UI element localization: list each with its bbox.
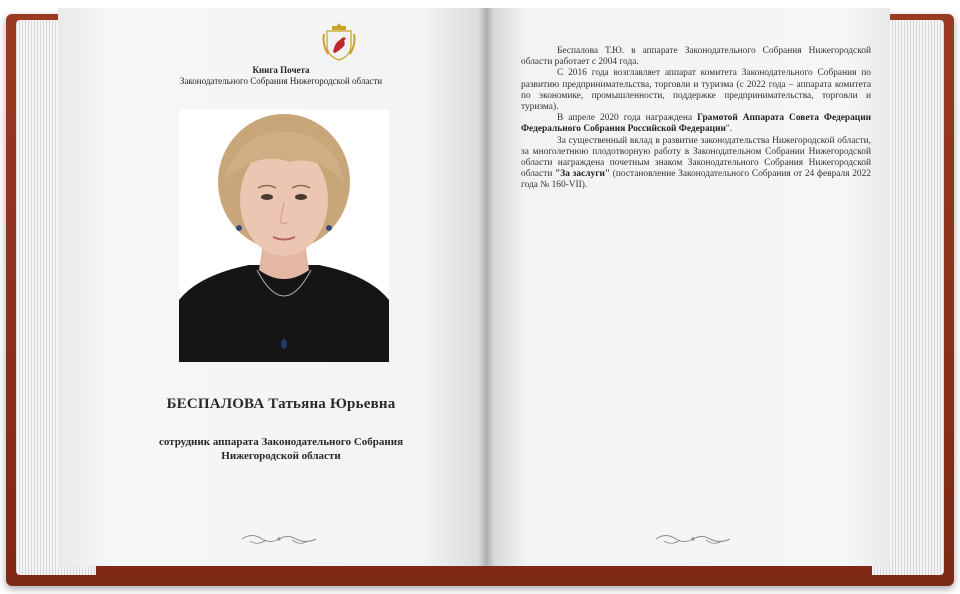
right-page-ornament [654, 532, 732, 546]
person-name: БЕСПАЛОВА Татьяна Юрьевна [166, 396, 396, 412]
bio-p3-end: ". [725, 124, 733, 135]
book-title-line1: Книга Почета [252, 65, 310, 75]
book-title-line2: Законодательного Собрания Нижегородской области [179, 76, 383, 86]
bio-p4-end: (постановление Законодательного Собрания от 24 февраля 2022 года № 160-VII). [521, 169, 871, 191]
bio-p4-award: "За заслуги" [555, 169, 611, 180]
biography-text [521, 46, 871, 192]
person-role [120, 435, 442, 463]
portrait-image [179, 110, 389, 362]
book-gutter [478, 8, 494, 566]
person-role-line1: сотрудник аппарата Законодательного Собрания [158, 436, 404, 448]
bio-p4-text: За существенный вклад в развитие законодательства Нижегородской области, за многолетнюю плодотворную работу в Законодательном Собрании Нижегородской области награждена почетным знаком Законодательного Собрания Нижегородской области [521, 135, 871, 180]
person-role-line2: Нижегородской области [221, 450, 341, 462]
bio-paragraph-1: Беспалова Т.Ю. в аппарате Законодательного Собрания Нижегородской области работает с 2004 года. [521, 46, 871, 68]
bio-p3-text: В апреле 2020 года награждена [557, 113, 698, 124]
bio-paragraph-3 [521, 113, 871, 135]
bio-paragraph-2: С 2016 года возглавляет аппарат комитета Законодательного Собрания по развитию предпринимательства, торговли и туризма (с 2022 года – аппарата комитета по экономике, промышленности, поддержке предпринимательства, торговли и туризма). [521, 68, 871, 113]
bio-p3-award: Грамотой Аппарата Совета Федерации Федерального Собрания Российской Федерации [521, 113, 871, 135]
left-page-ornament [240, 532, 318, 546]
coat-of-arms-icon [322, 22, 356, 62]
portrait-photo [179, 110, 389, 362]
book-title [150, 65, 412, 87]
bio-paragraph-4 [521, 136, 871, 192]
left-page [58, 8, 486, 566]
